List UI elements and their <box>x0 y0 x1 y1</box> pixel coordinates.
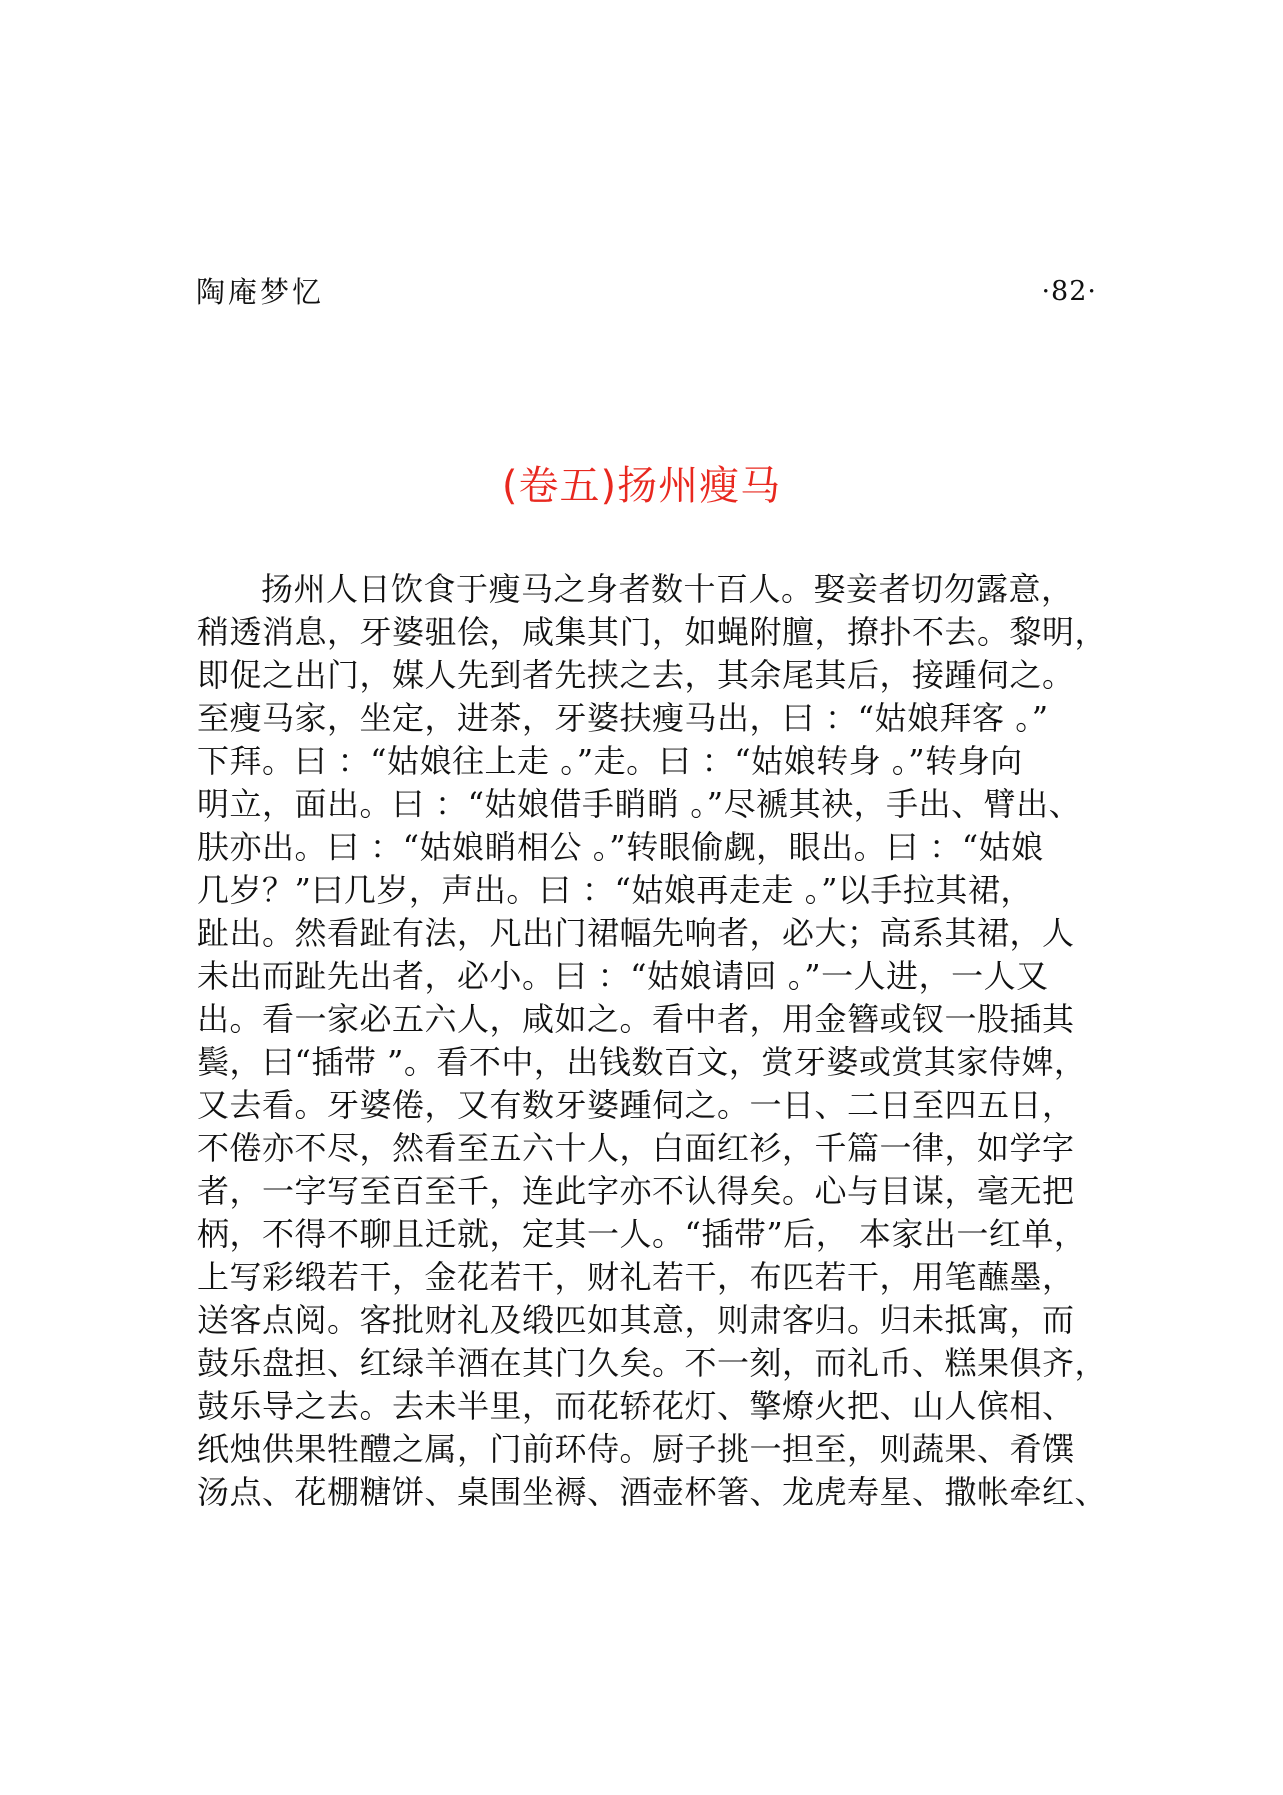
text-line: 趾出。然看趾有法，凡出门裙幅先响者，必大；高系其裙，人 <box>197 914 1075 952</box>
text-line: 柄，不得不聊且迁就，定其一人。“插带”后， 本家出一红单， <box>197 1215 1087 1253</box>
text-line: 上写彩缎若干，金花若干，财礼若干，布匹若干，用笔蘸墨， <box>197 1258 1075 1296</box>
book-title: 陶庵梦忆 <box>196 275 325 309</box>
text-line: 稍透消息，牙婆驵侩，咸集其门，如蝇附膻，撩扑不去。黎明， <box>197 613 1108 651</box>
text-line: 鼓乐盘担、红绿羊酒在其门久矣。不一刻，而礼币、糕果俱齐， <box>197 1344 1108 1382</box>
running-header <box>196 272 1097 312</box>
text-line: 又去看。牙婆倦，又有数牙婆踵伺之。一日、二日至四五日， <box>197 1086 1075 1124</box>
text-line: 肤亦出。曰 ：“姑娘睄相公 。”转眼偷觑，眼出。曰 ：“姑娘 <box>197 828 1044 866</box>
chapter-title: (卷五)扬州瘦马 <box>501 463 782 509</box>
text-line: 下拜。曰 ：“姑娘往上走 。”走。曰 ：“姑娘转身 。”转身向 <box>197 742 1023 780</box>
text-line: 出。看一家必五六人，咸如之。看中者，用金簪或钗一股插其 <box>197 1000 1075 1038</box>
text-line: 明立，面出。曰 ：“姑娘借手睄睄 。”尽褫其袂，手出、臂出、 <box>197 785 1082 823</box>
text-line: 未出而趾先出者，必小。曰 ：“姑娘请回 。”一人进，一人又 <box>197 957 1049 995</box>
text-line: 者，一字写至百至千，连此字亦不认得矣。心与目谋，毫无把 <box>197 1172 1075 1210</box>
text-line: 汤点、花棚糖饼、桌围坐褥、酒壶杯箸、龙虎寿星、撒帐牵红、 <box>197 1473 1108 1511</box>
text-line: 纸烛供果牲醴之属，门前环侍。厨子挑一担至，则蔬果、肴馔 <box>197 1430 1075 1468</box>
body-text <box>197 568 1108 1514</box>
text-line: 不倦亦不尽，然看至五六十人，白面红衫，千篇一律，如学字 <box>197 1129 1075 1167</box>
text-line: 即促之出门，媒人先到者先挟之去，其余尾其后，接踵伺之。 <box>197 656 1075 694</box>
text-line: 鬓，曰“插带 ”。看不中，出钱数百文，赏牙婆或赏其家侍婢， <box>197 1043 1087 1081</box>
text-line: 扬州人日饮食于瘦马之身者数十百人。娶妾者切勿露意， <box>261 570 1074 608</box>
text-line: 至瘦马家，坐定，进茶，牙婆扶瘦马出，曰 ：“姑娘拜客 。” <box>197 699 1049 737</box>
text-line: 鼓乐导之去。去未半里，而花轿花灯、擎燎火把、山人傧相、 <box>197 1387 1075 1425</box>
text-line: 送客点阅。客批财礼及缎匹如其意，则肃客归。归未抵寓，而 <box>197 1301 1075 1339</box>
page-number: ·82· <box>1041 276 1097 307</box>
text-line: 几岁？”曰几岁，声出。曰 ：“姑娘再走走 。”以手拉其裙， <box>197 871 1033 909</box>
